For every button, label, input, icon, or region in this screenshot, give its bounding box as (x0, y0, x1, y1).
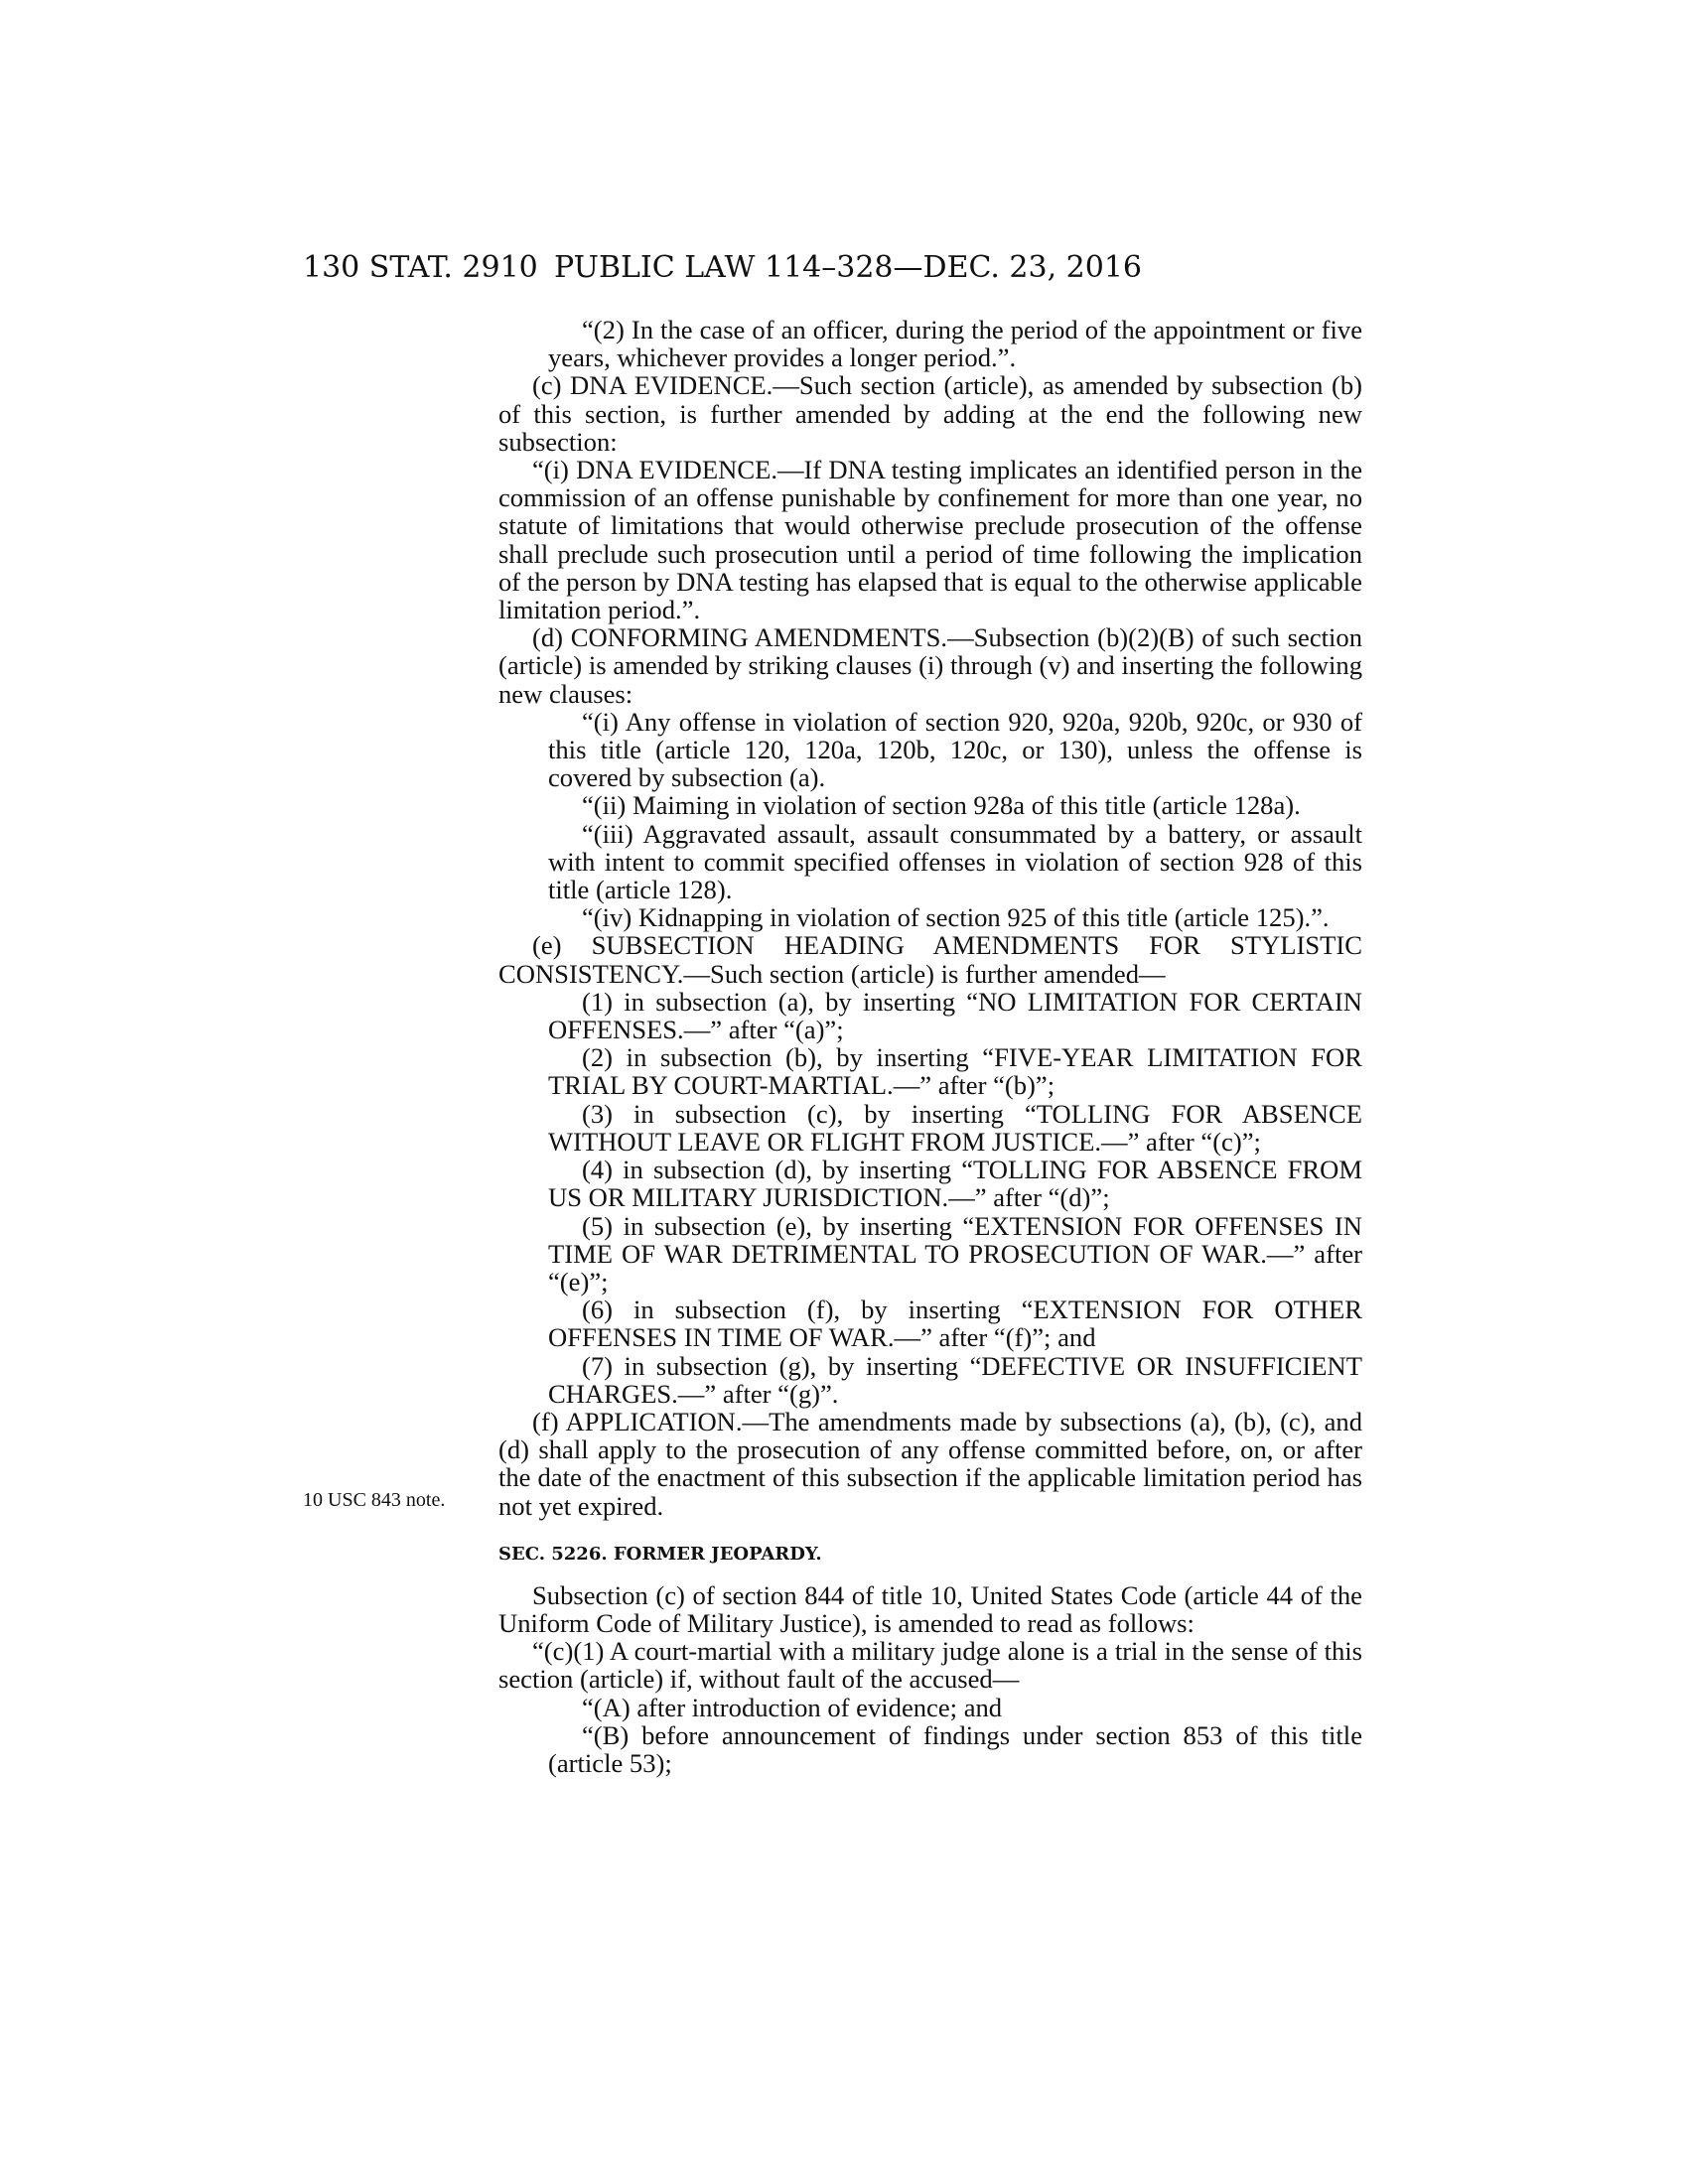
clause-iv: “(iv) Kidnapping in violation of section 925 of this title (article 125).”. (582, 902, 1330, 933)
paragraph-4: (4) in subsection (d), by inserting “TOLLING FOR ABSENCE FROM US OR MILITARY JURISDICTION.—” after “(d)”; (548, 1155, 1362, 1213)
subsection-d-conforming-amendments: (d) CONFORMING AMENDMENTS.—Subsection (b)(2)(B) of such section (article) is amended by striking clauses (i) through (v) and inserting the following new clauses: (498, 622, 1362, 709)
quoted-subsection-i-dna: “(i) DNA EVIDENCE.—If DNA testing implicates an identified person in the commission of an offense punishable by confinement for more than one year, no statute of limitations that would otherwise preclude prosecution of the offense shall preclude such prosecution until a period of time following the implication of the person by DNA testing has elapsed that is equal to the otherwise applicable limitation period.”. (498, 455, 1362, 625)
clause-i: “(i) Any offense in violation of section 920, 920a, 920b, 920c, or 930 of this title (article 120, 120a, 120b, 120c, or 130), unless the offense is covered by subsection (a). (548, 706, 1362, 793)
paragraph-3: (3) in subsection (c), by inserting “TOLLING FOR ABSENCE WITHOUT LEAVE OR FLIGHT FROM JUSTICE.—” after “(c)”; (548, 1098, 1362, 1157)
margin-note-usc-citation: 10 USC 843 note. (303, 1489, 446, 1511)
section-heading: SEC. 5226. FORMER JEOPARDY. (498, 1543, 822, 1565)
subsection-f-application: (f) APPLICATION.—The amendments made by subsections (a), (b), (c), and (d) shall apply to the prosecution of any offense committed before, on, or after the date of the enactment of this subsection if the applicable limitation period has not yet expired. (498, 1406, 1362, 1521)
subsection-e-heading-amendments: (e) SUBSECTION HEADING AMENDMENTS FOR STYLISTIC CONSISTENCY.—Such section (article) is further amended— (498, 930, 1362, 989)
paragraph-7: (7) in subsection (g), by inserting “DEFECTIVE OR INSUFFICIENT CHARGES.—” after “(g)”. (548, 1350, 1362, 1409)
document-body (498, 316, 1362, 1777)
public-law-reference: PUBLIC LAW 114–328—DEC. 23, 2016 (554, 250, 1143, 285)
clause-B: “(B) before announcement of findings under section 853 of this title (article 53); (548, 1719, 1362, 1778)
section-5226-intro: Subsection (c) of section 844 of title 10, United States Code (article 44 of the Uniform Code of Military Justice), is amended to read as follows: (498, 1579, 1362, 1638)
clause-ii: “(ii) Maiming in violation of section 928a of this title (article 128a). (582, 790, 1301, 821)
quoted-clause-officer-period: “(2) In the case of an officer, during the period of the appointment or five years, whichever provides a longer period.”. (548, 315, 1362, 373)
paragraph-2: (2) in subsection (b), by inserting “FIVE-YEAR LIMITATION FOR TRIAL BY COURT-MARTIAL.—” after “(b)”; (548, 1042, 1362, 1101)
stat-reference: 130 STAT. 2910 (303, 250, 538, 285)
clause-iii: “(iii) Aggravated assault, assault consummated by a battery, or assault with intent to commit specified offenses in violation of section 928 of this title (article 128). (548, 818, 1362, 905)
paragraph-1: (1) in subsection (a), by inserting “NO LIMITATION FOR CERTAIN OFFENSES.—” after “(a)”; (548, 986, 1362, 1045)
clause-A: “(A) after introduction of evidence; and (582, 1692, 1003, 1722)
subsection-c-dna-evidence: (c) DNA EVIDENCE.—Such section (article), as amended by subsection (b) of this section, is further amended by adding at the end the following new subsection: (498, 370, 1362, 457)
paragraph-5: (5) in subsection (e), by inserting “EXTENSION FOR OFFENSES IN TIME OF WAR DETRIMENTAL TO PROSECUTION OF WAR.—” after “(e)”; (548, 1210, 1362, 1297)
quoted-c-1: “(c)(1) A court-martial with a military judge alone is a trial in the sense of this section (article) if, without fault of the accused— (498, 1636, 1362, 1695)
paragraph-6: (6) in subsection (f), by inserting “EXTENSION FOR OTHER OFFENSES IN TIME OF WAR.—” after “(f)”; and (548, 1295, 1362, 1353)
